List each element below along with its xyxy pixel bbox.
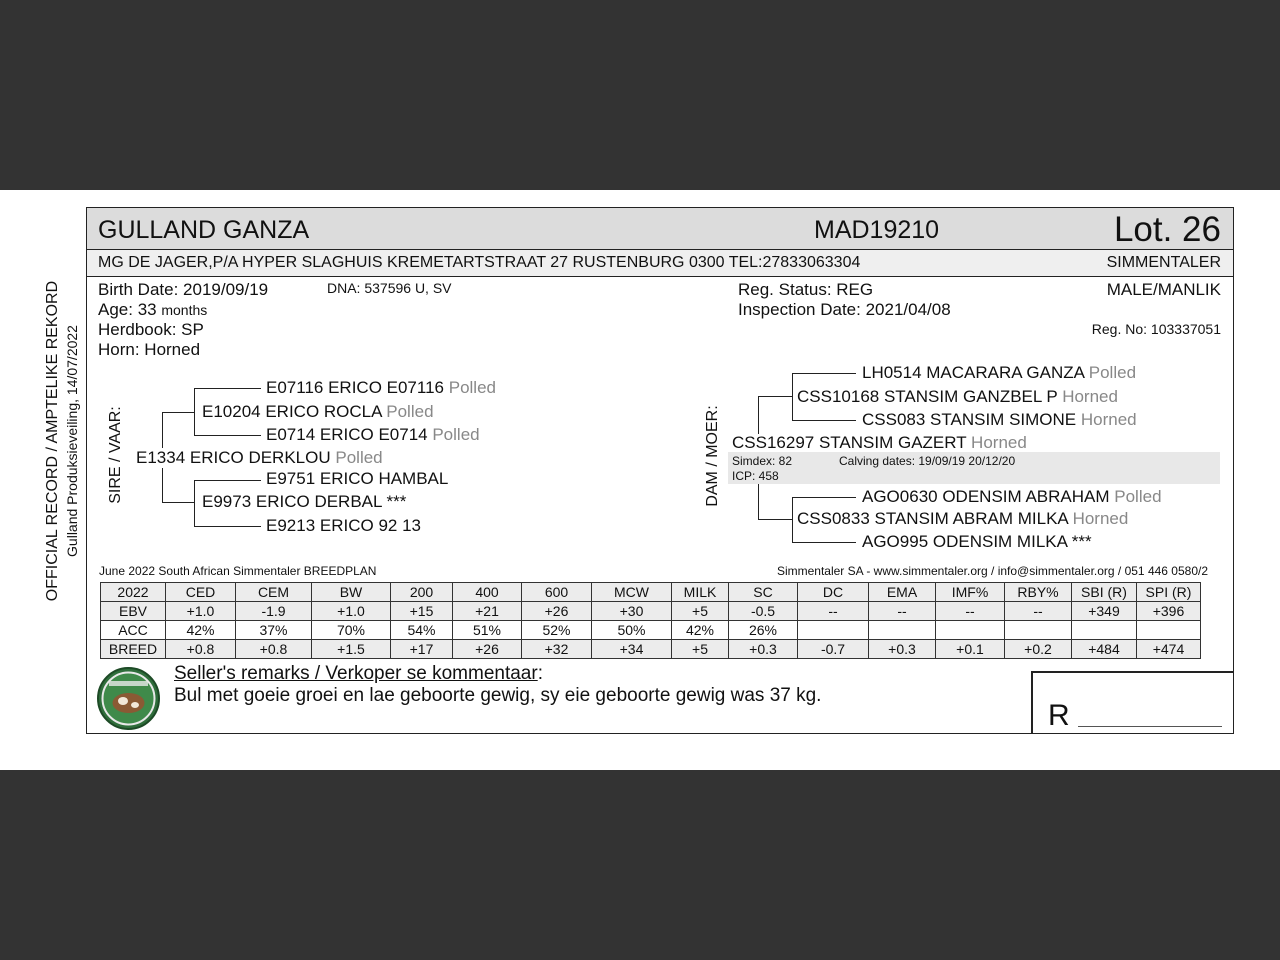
price-prefix: R [1048, 699, 1070, 732]
herdbook: Herdbook: SP [98, 320, 204, 339]
simdex: Simdex: 82 [732, 454, 793, 468]
simmentaler-logo-icon [97, 667, 160, 730]
owner-details: MG DE JAGER,P/A HYPER SLAGHUIS KREMETARTSTRAAT 27 RUSTENBURG 0300 TEL:27833063304 [98, 254, 861, 271]
dam-branch-line [758, 484, 759, 519]
table-cell: +30 [592, 602, 672, 621]
dam-dam: CSS0833 STANSIM ABRAM MILKA Horned [797, 509, 1129, 528]
table-header-cell: CEM [236, 583, 312, 602]
sire-dam: E9973 ERICO DERBAL *** [202, 492, 407, 511]
table-cell [869, 621, 936, 640]
remarks-divider [1031, 671, 1033, 734]
breed-name: SIMMENTALER [1106, 254, 1221, 271]
table-cell [936, 621, 1005, 640]
table-cell: BREED [101, 640, 166, 659]
table-cell: 70% [312, 621, 391, 640]
icp: ICP: 458 [732, 469, 779, 483]
auction-label: Gulland Produksieveiling, 14/07/2022 [64, 325, 80, 557]
dam-label: DAM / MOER: [704, 405, 721, 507]
table-header-cell: 400 [453, 583, 522, 602]
table-cell: +1.5 [312, 640, 391, 659]
table-header-cell: SC [729, 583, 798, 602]
table-cell: +1.0 [166, 602, 236, 621]
sire-sire-dam: E0714 ERICO E0714 Polled [266, 425, 480, 444]
remarks-text: Bul met goeie groei en lae geboorte gewig, sy eie geboorte gewig was 37 kg. [174, 685, 822, 706]
breedplan-caption: June 2022 South African Simmentaler BREEDPLAN [99, 564, 377, 578]
breedplan-contact: Simmentaler SA - www.simmentaler.org / info@simmentaler.org / 051 446 0580/2 [776, 564, 1208, 578]
table-cell: +26 [453, 640, 522, 659]
table-cell: +0.2 [1005, 640, 1072, 659]
price-input-line[interactable] [1078, 726, 1222, 727]
table-cell: +0.8 [236, 640, 312, 659]
table-cell: -- [1005, 602, 1072, 621]
table-header-cell: 200 [391, 583, 453, 602]
birth-date: Birth Date: 2019/09/19 [98, 280, 269, 299]
table-cell: +21 [453, 602, 522, 621]
table-cell: EBV [101, 602, 166, 621]
table-cell: +0.8 [166, 640, 236, 659]
table-cell: -- [798, 602, 869, 621]
table-cell [1072, 621, 1137, 640]
sire-branch-line [194, 435, 261, 436]
dam-branch-line [792, 420, 856, 421]
table-row-breed [101, 640, 1201, 659]
table-cell [798, 621, 869, 640]
remarks-title: Seller's remarks / Verkoper se kommentaar [174, 663, 538, 684]
dam-branch-line [758, 396, 759, 434]
age-value: Age: 33 [98, 300, 157, 319]
dam-branch-line [792, 373, 856, 374]
table-cell: +474 [1137, 640, 1201, 659]
table-header-cell: 2022 [101, 583, 166, 602]
table-cell: +349 [1072, 602, 1137, 621]
calving-dates: Calving dates: 19/09/19 20/12/20 [839, 454, 1016, 468]
table-header-cell: CED [166, 583, 236, 602]
dam-performance-box [728, 452, 1220, 484]
table-row-acc [101, 621, 1201, 640]
table-cell: +17 [391, 640, 453, 659]
table-cell: +484 [1072, 640, 1137, 659]
table-cell: +1.0 [312, 602, 391, 621]
sire-branch-line [194, 480, 261, 481]
dam-dam-dam: AGO995 ODENSIM MILKA *** [862, 532, 1092, 551]
dna-info: DNA: 537596 U, SV [327, 280, 452, 296]
dam-branch-line [792, 542, 856, 543]
table-cell: +26 [522, 602, 592, 621]
table-cell: +0.1 [936, 640, 1005, 659]
sire-branch-line [162, 502, 194, 503]
sire-branch-line [194, 388, 261, 389]
table-cell: 37% [236, 621, 312, 640]
inspection-date: Inspection Date: 2021/04/08 [738, 300, 951, 319]
table-cell: +15 [391, 602, 453, 621]
dam-sire-sire: LH0514 MACARARA GANZA Polled [862, 363, 1137, 382]
table-cell: 51% [453, 621, 522, 640]
table-cell: -- [936, 602, 1005, 621]
table-cell: 42% [672, 621, 729, 640]
sire-dam-dam: E9213 ERICO 92 13 [266, 516, 421, 535]
table-header-cell: 600 [522, 583, 592, 602]
table-header-cell: MILK [672, 583, 729, 602]
table-header-cell: EMA [869, 583, 936, 602]
table-cell: ACC [101, 621, 166, 640]
sire-branch-line [194, 388, 195, 435]
table-cell: +32 [522, 640, 592, 659]
table-cell: 42% [166, 621, 236, 640]
table-header-cell: IMF% [936, 583, 1005, 602]
reg-number: Reg. No: 103337051 [1091, 321, 1221, 337]
dam-branch-line [792, 373, 793, 420]
table-header-cell: BW [312, 583, 391, 602]
animal-id: MAD19210 [814, 216, 940, 244]
age-unit: months [161, 302, 208, 318]
dam-main: CSS16297 STANSIM GAZERT Horned [732, 433, 1027, 452]
table-header-row [101, 583, 1201, 602]
dam-sire-dam: CSS083 STANSIM SIMONE Horned [862, 410, 1137, 429]
sire-branch-line [162, 412, 194, 413]
dam-branch-line [758, 519, 792, 520]
dam-sire: CSS10168 STANSIM GANZBEL P Horned [797, 387, 1118, 406]
table-cell: -0.5 [729, 602, 798, 621]
title-bar [87, 208, 1233, 250]
sire-branch-line [194, 526, 261, 527]
remarks-colon: : [537, 663, 543, 684]
logo-graphic [99, 669, 158, 728]
sire-sire: E10204 ERICO ROCLA Polled [202, 402, 434, 421]
remarks-heading [174, 663, 543, 685]
animal-name: GULLAND GANZA [98, 216, 310, 244]
sex: MALE/MANLIK [1106, 280, 1221, 299]
table-cell: 50% [592, 621, 672, 640]
remarks-divider [1031, 671, 1234, 673]
ebv-table [100, 582, 1201, 659]
table-cell: -1.9 [236, 602, 312, 621]
table-cell: -0.7 [798, 640, 869, 659]
sire-main: E1334 ERICO DERKLOU Polled [136, 448, 383, 467]
table-cell: +0.3 [729, 640, 798, 659]
sire-label: SIRE / VAAR: [107, 406, 124, 504]
table-cell: +0.3 [869, 640, 936, 659]
dam-branch-line [792, 497, 793, 542]
sire-branch-line [194, 480, 195, 526]
table-cell: +396 [1137, 602, 1201, 621]
official-record-label: OFFICIAL RECORD / AMPTELIKE REKORD [44, 280, 61, 602]
table-cell: +5 [672, 640, 729, 659]
sire-sire-sire: E07116 ERICO E07116 Polled [266, 378, 496, 397]
owner-bar [87, 250, 1233, 277]
table-row-ebv [101, 602, 1201, 621]
table-cell [1137, 621, 1201, 640]
table-cell: +5 [672, 602, 729, 621]
table-cell [1005, 621, 1072, 640]
table-header-cell: DC [798, 583, 869, 602]
table-cell: 54% [391, 621, 453, 640]
horn-status: Horn: Horned [98, 340, 201, 359]
table-header-cell: RBY% [1005, 583, 1072, 602]
table-cell: +34 [592, 640, 672, 659]
table-header-cell: SBI (R) [1072, 583, 1137, 602]
dam-branch-line [792, 497, 856, 498]
sire-dam-sire: E9751 ERICO HAMBAL [266, 469, 449, 488]
lot-number: Lot. 26 [1113, 210, 1221, 249]
dam-dam-sire: AGO0630 ODENSIM ABRAHAM Polled [862, 487, 1162, 506]
table-header-cell: MCW [592, 583, 672, 602]
reg-status: Reg. Status: REG [738, 280, 874, 299]
table-cell: 52% [522, 621, 592, 640]
table-header-cell: SPI (R) [1137, 583, 1201, 602]
dam-branch-line [758, 396, 792, 397]
table-cell: 26% [729, 621, 798, 640]
table-cell: -- [869, 602, 936, 621]
age [98, 300, 207, 320]
record-sheet [0, 190, 1280, 770]
